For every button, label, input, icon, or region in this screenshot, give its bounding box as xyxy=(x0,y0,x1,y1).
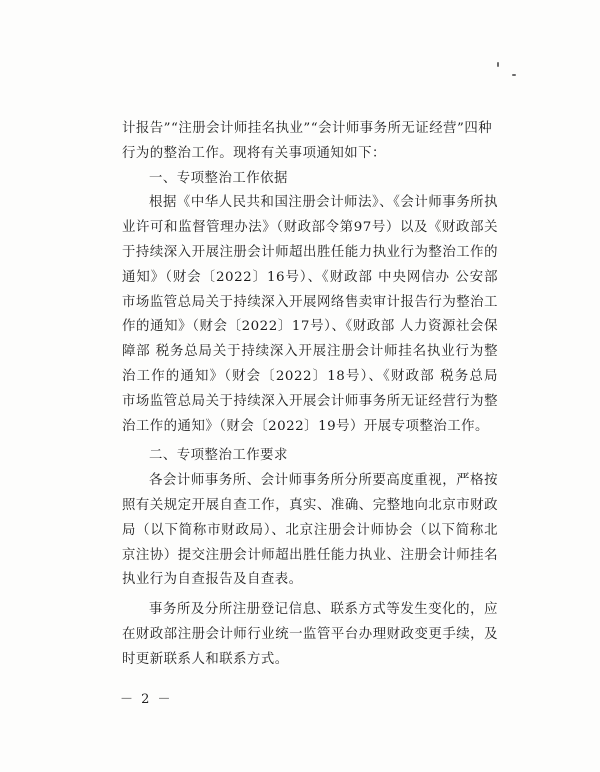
section-paragraph: 根据《中华人民共和国注册会计师法》、《会计师事务所执业许可和监督管理办法》（财政部令第97号）以及《财政部关于持续深入开展注册会计师超出胜任能力执业行为整治工作的通知》（财会〔2022〕16号）、《财政部 中央网信办 公安部 市场监管总局关于持续深入开展网络售卖审计报告行为整治工作的通知》（财会〔2022〕17号）、《财政部 人力资源社会保障部 税务总局关于持续深入开展注册会计师挂名执业行为整治工作的通知》（财会〔2022〕18号）、《财政部 税务总局 市场监管总局关于持续深入开展会计师事务所无证经营行为整治工作的通知》（财会〔2022〕19号）开展专项整治工作。 xyxy=(122,195,498,434)
intro-line: 行为的整治工作。现将有关事项通知如下： xyxy=(122,145,386,161)
section-paragraph: 事务所及分所注册登记信息、联系方式等发生变化的，应在财政部注册会计师行业统一监管平台办理财政变更手续，及时更新联系人和联系方式。 xyxy=(122,602,498,667)
scan-speck xyxy=(497,62,499,67)
section-heading: 二、专项整治工作要求 xyxy=(149,448,288,464)
page-number: － 2 － xyxy=(120,692,173,707)
section-paragraph: 各会计师事务所、会计师事务所分所要高度重视，严格按照有关规定开展自查工作，真实、准确、完整地向北京市财政局（以下简称市财政局）、北京注册会计师协会（以下简称北京注协）提交注册会计师超出胜任能力执业、注册会计师挂名执业行为自查报告及自查表。 xyxy=(122,473,498,588)
scan-speck xyxy=(512,74,516,76)
section-heading: 一、专项整治工作依据 xyxy=(149,170,288,186)
intro-line: 计报告”“注册会计师挂名执业”“会计师事务所无证经营”四种 xyxy=(122,121,493,136)
document-body xyxy=(122,117,498,673)
